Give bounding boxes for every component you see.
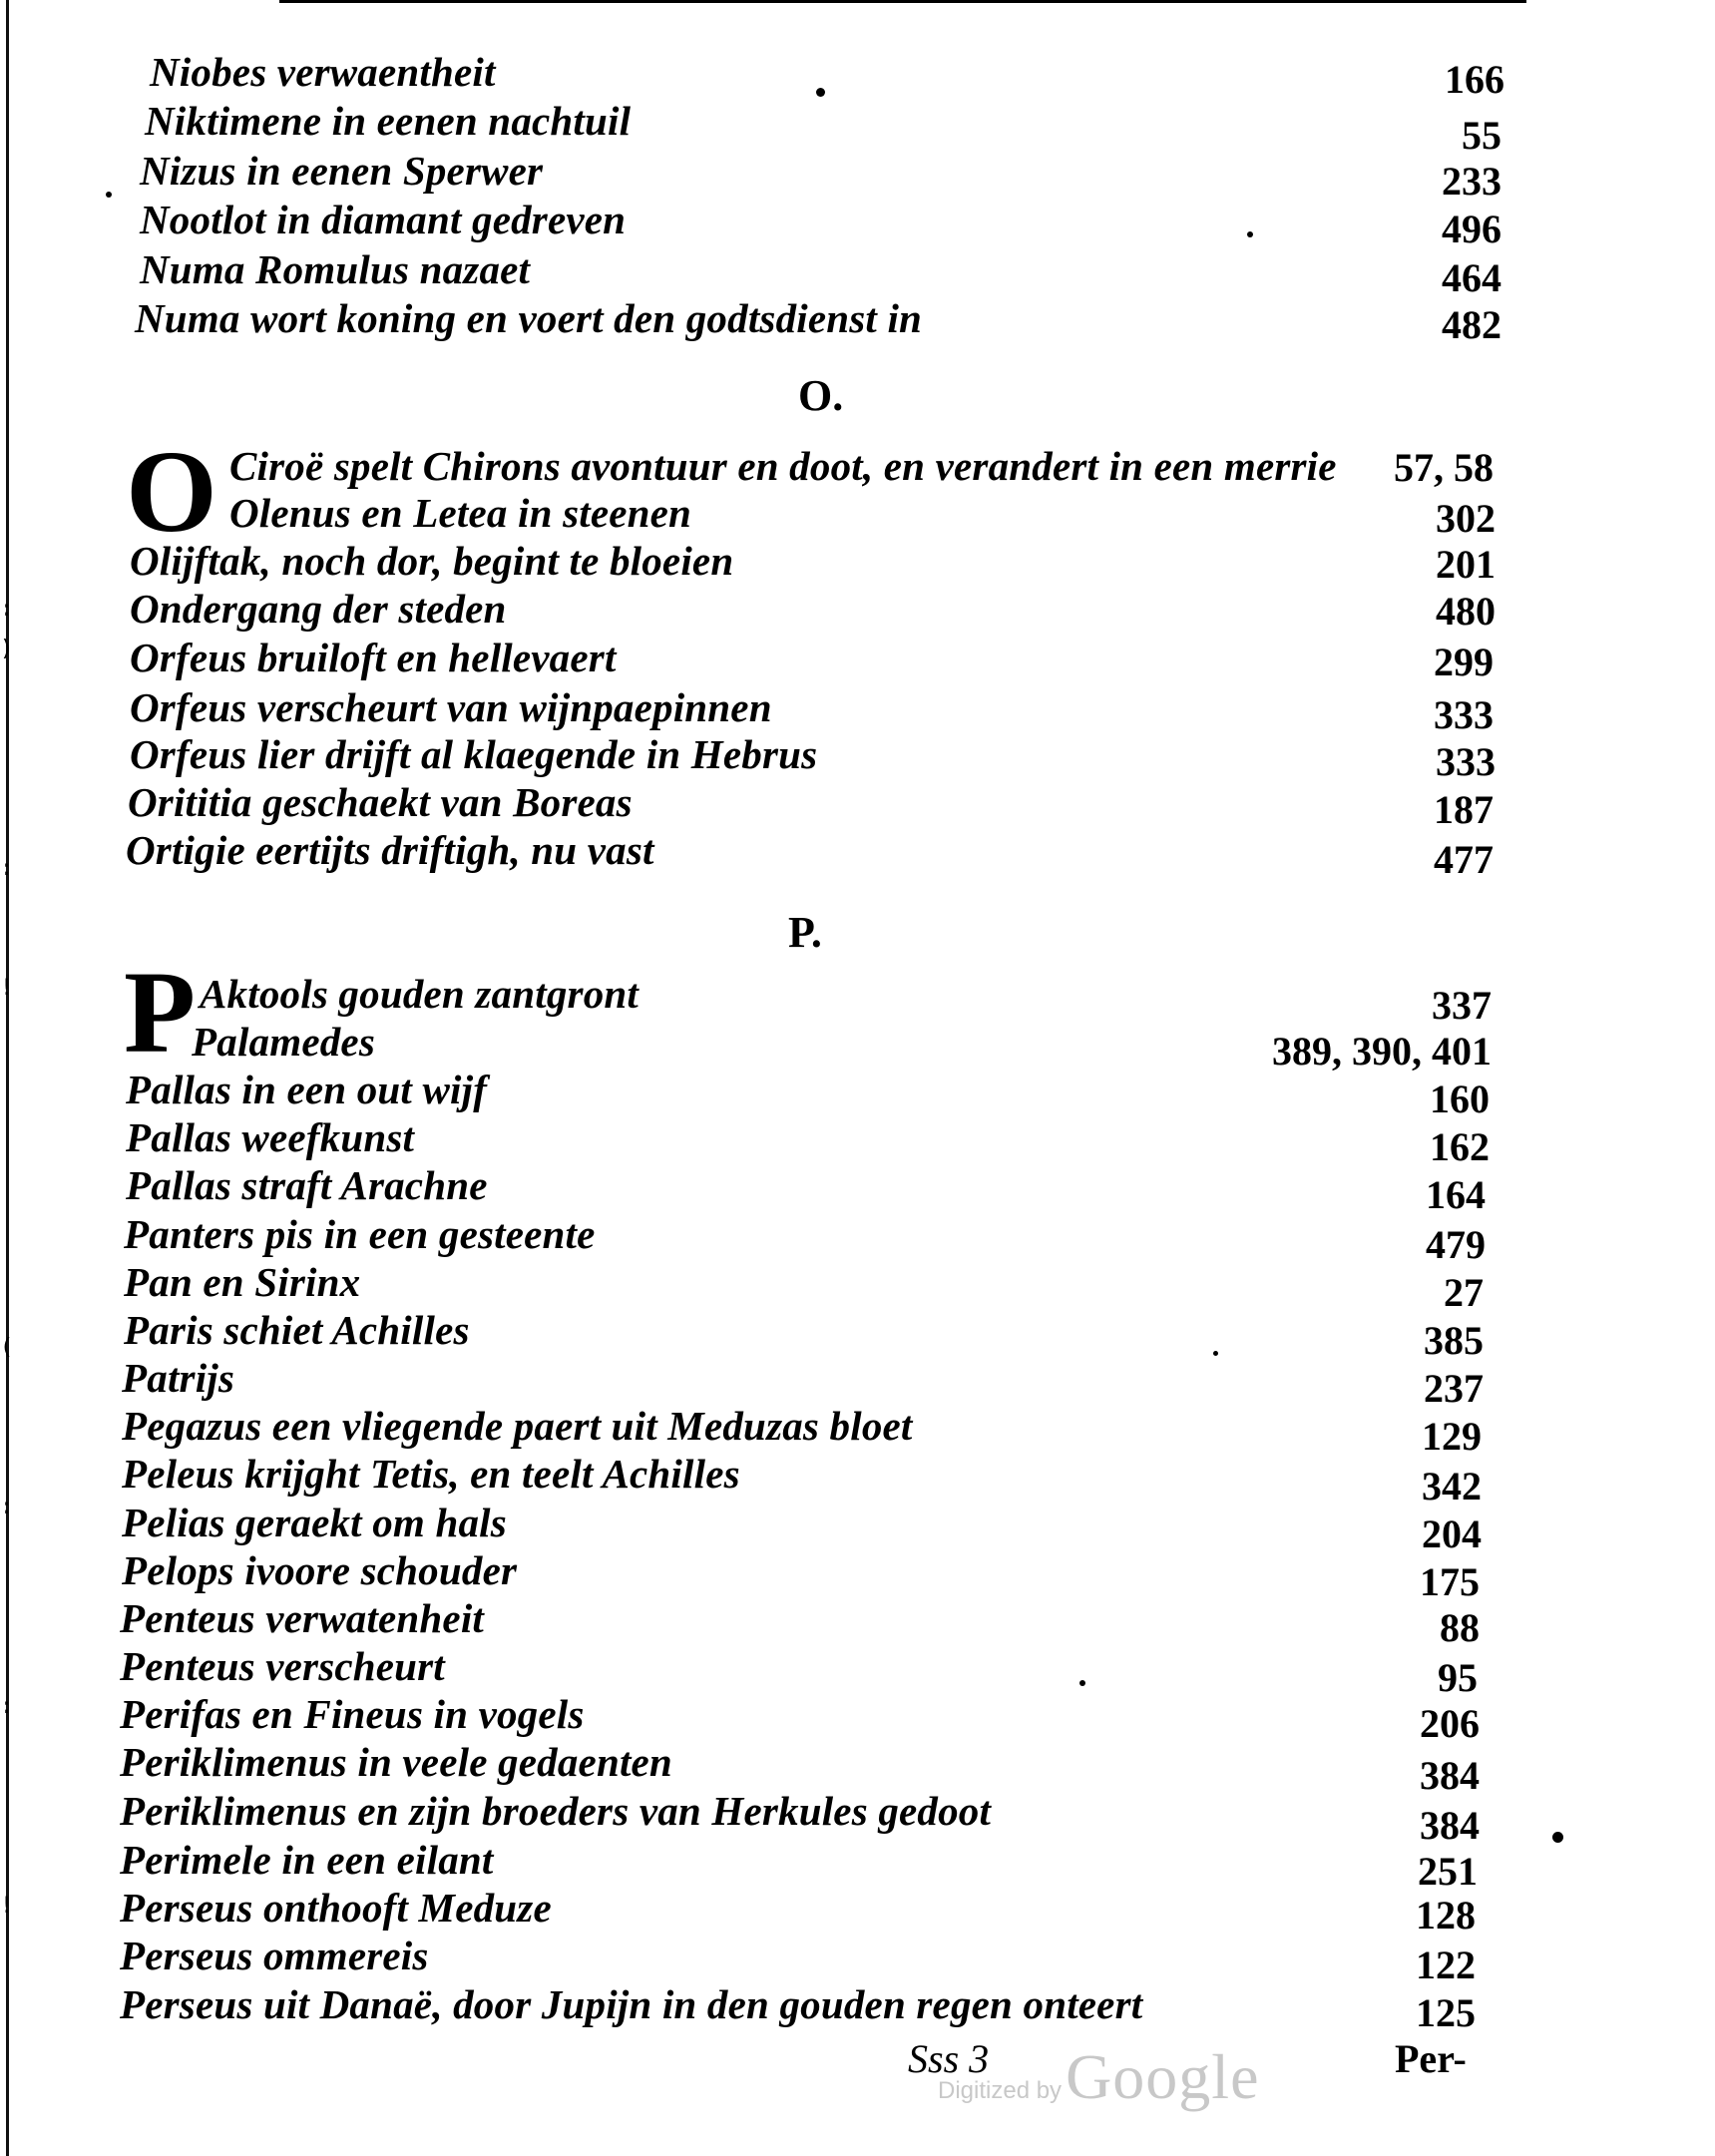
page-ref: 160 (1430, 1077, 1490, 1121)
index-entry: Pelias geraekt om hals (122, 1500, 507, 1545)
page-ref: 55 (1462, 113, 1501, 158)
page-ref: 384 (1420, 1803, 1480, 1848)
index-entry: Peleus krijght Tetis, en teelt Achilles (122, 1451, 740, 1497)
index-entry: Niobes verwaentheit (150, 49, 496, 95)
index-entry: Pallas weefkunst (126, 1114, 415, 1160)
page-ref: 496 (1442, 207, 1501, 251)
index-entry: Numa Romulus nazaet (140, 246, 531, 292)
index-entry: Ciroë spelt Chirons avontuur en doot, en verandert in een merrie (229, 443, 1337, 489)
index-entry: Numa wort koning en voert den godtsdienst in (135, 295, 923, 341)
page-ref: 128 (1416, 1893, 1476, 1938)
page-ref: 384 (1420, 1753, 1480, 1798)
page-ref: 464 (1442, 255, 1501, 300)
index-entry: Pelops ivoore schouder (122, 1547, 518, 1593)
page-ref: 477 (1434, 837, 1494, 882)
digitized-watermark (938, 2040, 1259, 2114)
page-ref: 251 (1418, 1849, 1478, 1894)
page-ref: 342 (1422, 1464, 1482, 1509)
index-entry: Periklimenus en zijn broeders van Herkules gedoot (120, 1788, 992, 1834)
binding-speck: : (0, 856, 14, 881)
index-entry: Nootlot in diamant gedreven (140, 197, 627, 242)
index-entry: Pallas in een out wijf (126, 1067, 488, 1112)
index-entry: Nizus in eenen Sperwer (140, 148, 544, 194)
index-entry: Perseus ommereis (120, 1933, 429, 1978)
index-entry: Orfeus bruiloft en hellevaert (130, 635, 617, 680)
page-ref: 57, 58 (1394, 445, 1494, 490)
index-entry: Penteus verscheurt (120, 1643, 445, 1689)
index-entry: Orfeus lier drijft al klaegende in Hebrus (130, 731, 818, 777)
binding-speck: ! (0, 976, 14, 1001)
index-entry: Penteus verwatenheit (120, 1595, 485, 1641)
drop-cap-o: O (126, 426, 217, 557)
section-heading-o: O. (798, 371, 844, 420)
page-ref: 125 (1416, 1990, 1476, 2035)
page-ref: 337 (1432, 983, 1492, 1028)
index-entry: Perseus uit Danaë, door Jupijn in den gouden regen onteert (120, 1981, 1143, 2027)
page-ref: 333 (1436, 739, 1496, 784)
index-entry: Olijftak, noch dor, begint te bloeien (130, 538, 734, 584)
drop-cap-p: P (124, 947, 197, 1078)
page-ref: 27 (1444, 1270, 1484, 1315)
index-entry: Ortigie eertijts driftigh, nu vast (126, 827, 654, 873)
ink-speck (1213, 1351, 1218, 1356)
index-entry: Perseus onthooft Meduze (120, 1885, 552, 1931)
page-ref: 162 (1430, 1124, 1490, 1169)
index-entry: Periklimenus in veele gedaenten (120, 1739, 672, 1785)
index-entry: Aktools gouden zantgront (200, 971, 639, 1017)
ink-speck (1247, 231, 1253, 237)
page-ref: 385 (1424, 1318, 1484, 1363)
binding-speck: : (0, 1694, 14, 1719)
index-entry: Niktimene in eenen nachtuil (145, 98, 632, 144)
previous-page-bleed (279, 0, 1526, 11)
page-ref: 237 (1424, 1366, 1484, 1411)
index-entry: Pan en Sirinx (124, 1259, 361, 1305)
page-ref: 299 (1434, 640, 1494, 684)
ink-speck (816, 88, 825, 97)
page-ref: 175 (1420, 1559, 1480, 1604)
page-ref: 201 (1436, 542, 1496, 587)
index-entry: Orititia geschaekt van Boreas (128, 779, 633, 825)
section-heading-p: P. (788, 908, 822, 957)
page-ref: 389, 390, 401 (1272, 1029, 1492, 1074)
page-ref: 206 (1420, 1701, 1480, 1746)
index-entry: Pallas straft Arachne (126, 1162, 488, 1208)
signature-mark: Sss 3 (908, 2036, 990, 2081)
page-ref: 95 (1438, 1655, 1478, 1700)
page-ref: 164 (1426, 1172, 1486, 1217)
index-entry: Perimele in een eilant (120, 1837, 494, 1883)
page-ref: 204 (1422, 1511, 1482, 1556)
ink-speck (1079, 1680, 1085, 1686)
page-ref: 129 (1422, 1414, 1482, 1459)
google-logo: Google (1066, 2041, 1260, 2112)
binding-speck: : (0, 1495, 14, 1519)
binding-speck: ! (0, 1894, 14, 1919)
page-ref: 482 (1442, 302, 1501, 347)
page-ref: 302 (1436, 496, 1496, 541)
binding-speck: ) (0, 637, 14, 661)
page-ref: 166 (1445, 57, 1504, 102)
page-ref: 479 (1426, 1222, 1486, 1267)
binding-edge (6, 0, 9, 2156)
index-entry: Perifas en Fineus in vogels (120, 1691, 585, 1737)
page-ref: 88 (1440, 1605, 1480, 1650)
page-ref: 233 (1442, 159, 1501, 204)
index-entry: Ondergang der steden (130, 586, 507, 632)
binding-speck: ( (0, 1335, 14, 1360)
index-entry: Panters pis in een gesteente (124, 1211, 596, 1257)
watermark-prefix: Digitized by (938, 2077, 1063, 2104)
index-entry: Orfeus verscheurt van wijnpaepinnen (130, 684, 772, 730)
index-entry: Patrijs (122, 1355, 235, 1401)
ink-speck (1552, 1832, 1563, 1843)
index-entry: Olenus en Letea in steenen (229, 490, 692, 536)
ink-speck (106, 192, 112, 198)
index-entry: Paris schiet Achilles (124, 1307, 470, 1353)
binding-speck: : (0, 597, 14, 622)
page-ref: 122 (1416, 1942, 1476, 1987)
page-ref: 480 (1436, 589, 1496, 634)
catchword: Per- (1395, 2036, 1467, 2081)
page-ref: 333 (1434, 692, 1494, 737)
index-entry: Pegazus een vliegende paert uit Meduzas bloet (122, 1403, 913, 1449)
page-ref: 187 (1434, 787, 1494, 832)
index-entry: Palamedes (192, 1019, 375, 1065)
